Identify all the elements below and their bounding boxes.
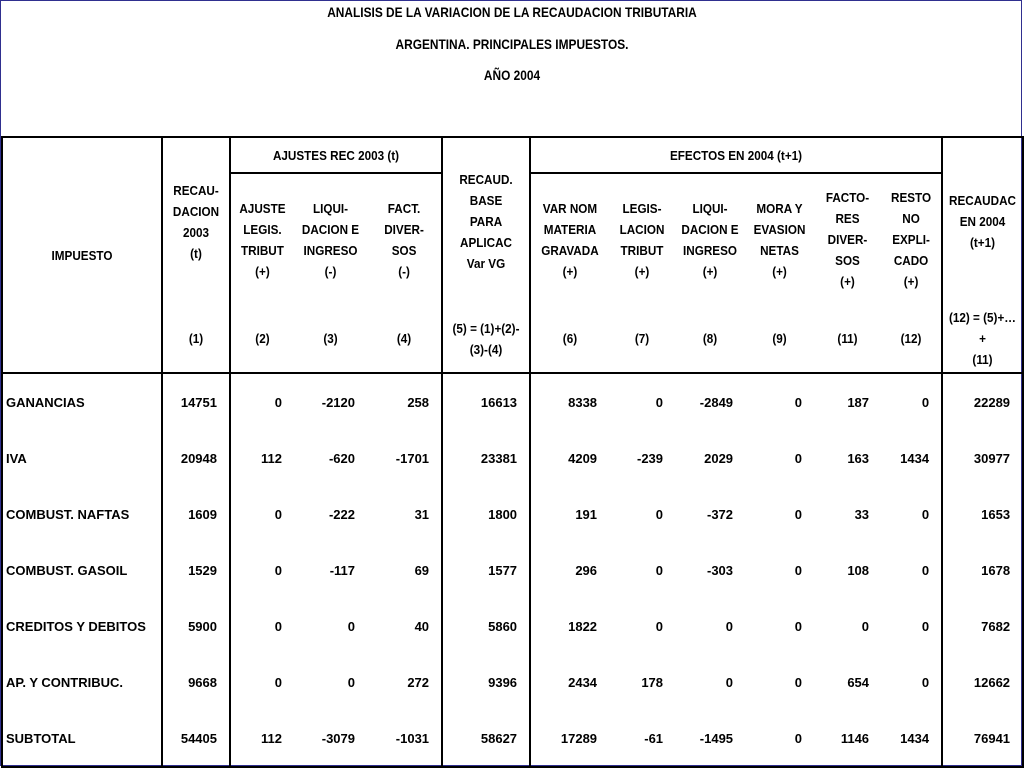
table-cell: 23381 bbox=[442, 430, 530, 486]
table-cell: 178 bbox=[641, 674, 664, 690]
colnum-12: (12) bbox=[884, 305, 939, 373]
table-cell: 54405 bbox=[162, 710, 230, 767]
table-cell: 0 bbox=[745, 710, 814, 767]
table-cell: 0 bbox=[274, 506, 282, 522]
table-cell: 1146 bbox=[814, 710, 881, 767]
table-cell: 0 bbox=[347, 674, 355, 690]
table-row bbox=[2, 430, 1023, 486]
table-cell: 33 bbox=[854, 506, 870, 522]
table-cell: 69 bbox=[367, 542, 442, 598]
table-cell: 0 bbox=[794, 450, 803, 466]
table-cell: -117 bbox=[329, 562, 355, 578]
table-cell: 0 bbox=[274, 394, 282, 410]
header-efectos-group: EFECTOS EN 2004 (t+1) bbox=[551, 137, 922, 173]
table-cell: 272 bbox=[367, 654, 442, 710]
row-label: IVA bbox=[2, 430, 162, 486]
table-cell: 0 bbox=[881, 598, 942, 654]
colnum-5: (5) = (1)+(2)- (3)-(4) bbox=[446, 305, 525, 373]
table-cell: 1529 bbox=[162, 542, 230, 598]
table-cell: 2029 bbox=[704, 450, 734, 466]
table-cell: 108 bbox=[847, 562, 870, 578]
table-row bbox=[2, 542, 1023, 598]
table-cell: 0 bbox=[794, 618, 803, 634]
table-cell: 40 bbox=[367, 598, 442, 654]
table-cell: 0 bbox=[861, 618, 870, 634]
table-cell: -1031 bbox=[367, 710, 442, 767]
header-fact-diversos: FACT. DIVER- SOS (-) bbox=[371, 173, 439, 305]
table-cell: 112 bbox=[230, 710, 294, 767]
table-cell: -61 bbox=[609, 710, 675, 767]
table-cell: 5860 bbox=[442, 598, 530, 654]
header-var-nom: VAR NOM MATERIA GRAVADA (+) bbox=[541, 200, 599, 279]
table-cell: 1678 bbox=[942, 542, 1023, 598]
header-ajuste-legis: AJUSTE LEGIS. TRIBUT (+) bbox=[239, 200, 286, 279]
table-cell: -620 bbox=[328, 450, 355, 466]
table-cell: 1822 bbox=[568, 618, 598, 634]
table-cell: 0 bbox=[274, 618, 282, 634]
colnum-3: (3) bbox=[298, 305, 364, 373]
table-cell: 1434 bbox=[881, 710, 942, 767]
header-recaudac-2004: RECAUDAC EN 2004 (t+1) bbox=[946, 137, 1019, 305]
table-cell: 16613 bbox=[442, 373, 530, 430]
header-ajustes-group: AJUSTES REC 2003 (t) bbox=[241, 137, 432, 173]
table-cell: 7682 bbox=[942, 598, 1023, 654]
table-cell: 1653 bbox=[942, 486, 1023, 542]
table-cell: 0 bbox=[655, 394, 664, 410]
row-label: GANANCIAS bbox=[2, 373, 162, 430]
table-cell: 14751 bbox=[162, 373, 230, 430]
table-cell: -372 bbox=[707, 506, 734, 522]
table-cell: -222 bbox=[328, 506, 355, 522]
table-cell: 0 bbox=[725, 618, 734, 634]
table-cell: 12662 bbox=[942, 654, 1023, 710]
row-label: COMBUST. NAFTAS bbox=[2, 486, 162, 542]
table-cell: 258 bbox=[367, 373, 442, 430]
table-cell: 0 bbox=[655, 506, 664, 522]
table-cell: 30977 bbox=[942, 430, 1023, 486]
title-line-1: ANALISIS DE LA VARIACION DE LA RECAUDACION TRIBUTARIA bbox=[327, 4, 697, 20]
table-cell: 187 bbox=[847, 394, 870, 410]
colnum-4: (4) bbox=[371, 305, 439, 373]
table-cell: 0 bbox=[881, 654, 942, 710]
table-body bbox=[2, 373, 1023, 767]
table-cell: 1609 bbox=[162, 486, 230, 542]
table-cell: 1434 bbox=[881, 430, 942, 486]
table-row bbox=[2, 486, 1023, 542]
colnum-total: (12) = (5)+…+ (11) bbox=[946, 305, 1019, 373]
table-cell: 58627 bbox=[442, 710, 530, 767]
table-cell: -239 bbox=[637, 450, 664, 466]
table-cell: 8338 bbox=[568, 394, 598, 410]
table-cell: 0 bbox=[881, 542, 942, 598]
table-cell: -2120 bbox=[321, 394, 355, 410]
table-cell: -1701 bbox=[367, 430, 442, 486]
table-cell: 112 bbox=[261, 450, 282, 466]
table-cell: 76941 bbox=[942, 710, 1023, 767]
table-cell: 296 bbox=[575, 562, 598, 578]
table-cell: 0 bbox=[347, 618, 355, 634]
table-cell: 0 bbox=[655, 618, 664, 634]
table-cell: 1577 bbox=[442, 542, 530, 598]
table-row bbox=[2, 598, 1023, 654]
table-cell: 0 bbox=[274, 562, 282, 578]
table-cell: 0 bbox=[794, 562, 803, 578]
colnum-1: (1) bbox=[165, 305, 226, 373]
colnum-8: (8) bbox=[679, 305, 742, 373]
table-row bbox=[2, 373, 1023, 430]
colnum-7: (7) bbox=[612, 305, 671, 373]
table-cell: 0 bbox=[274, 674, 282, 690]
table-cell: -3079 bbox=[294, 710, 367, 767]
table-cell: 4209 bbox=[568, 450, 598, 466]
table-row bbox=[2, 654, 1023, 710]
title-line-2: ARGENTINA. PRINCIPALES IMPUESTOS. bbox=[395, 36, 629, 52]
header-impuesto: IMPUESTO bbox=[10, 137, 154, 373]
tax-analysis-table bbox=[1, 136, 1024, 768]
row-label: AP. Y CONTRIBUC. bbox=[2, 654, 162, 710]
colnum-2: (2) bbox=[233, 305, 291, 373]
colnum-11: (11) bbox=[817, 305, 877, 373]
table-cell: -1495 bbox=[675, 710, 745, 767]
table-row bbox=[2, 710, 1023, 767]
title-line-3: AÑO 2004 bbox=[483, 67, 541, 83]
row-label: CREDITOS Y DEBITOS bbox=[2, 598, 162, 654]
header-factores: FACTO- RES DIVER- SOS (+) bbox=[825, 190, 870, 289]
header-mora: MORA Y EVASION NETAS (+) bbox=[753, 200, 806, 279]
table-cell: 31 bbox=[367, 486, 442, 542]
table-cell: 22289 bbox=[942, 373, 1023, 430]
header-recaudacion-2003: RECAU- DACION 2003 (t) bbox=[165, 137, 226, 305]
table-cell: 0 bbox=[725, 674, 734, 690]
colnum-6: (6) bbox=[534, 305, 605, 373]
table-cell: 1800 bbox=[442, 486, 530, 542]
header-legislacion: LEGIS- LACION TRIBUT (+) bbox=[619, 200, 665, 279]
table-cell: 0 bbox=[794, 394, 803, 410]
table-cell: 0 bbox=[881, 373, 942, 430]
row-label: COMBUST. GASOIL bbox=[2, 542, 162, 598]
table-cell: -303 bbox=[707, 562, 734, 578]
table-cell: 0 bbox=[794, 674, 803, 690]
table-cell: 2434 bbox=[568, 674, 598, 690]
table-cell: 20948 bbox=[162, 430, 230, 486]
row-label: SUBTOTAL bbox=[2, 710, 162, 767]
header-recaud-base: RECAUD. BASE PARA APLICAC Var VG bbox=[446, 137, 525, 305]
header-liquidacion-ingreso: LIQUI- DACION E INGRESO (-) bbox=[301, 200, 360, 279]
table-cell: 163 bbox=[847, 450, 870, 466]
table-cell: 17289 bbox=[530, 710, 609, 767]
table-cell: 9668 bbox=[162, 654, 230, 710]
table-cell: 9396 bbox=[442, 654, 530, 710]
header-liquidacion-ingreso-2004: LIQUI- DACION E INGRESO (+) bbox=[681, 200, 739, 279]
table-cell: 0 bbox=[881, 486, 942, 542]
table-cell: 654 bbox=[847, 674, 870, 690]
table-cell: -2849 bbox=[699, 394, 734, 410]
colnum-9: (9) bbox=[748, 305, 810, 373]
table-cell: 0 bbox=[655, 562, 664, 578]
table-cell: 0 bbox=[794, 506, 803, 522]
table-cell: 5900 bbox=[162, 598, 230, 654]
header-resto: RESTO NO EXPLI- CADO (+) bbox=[884, 173, 939, 305]
table-cell: 191 bbox=[575, 506, 598, 522]
